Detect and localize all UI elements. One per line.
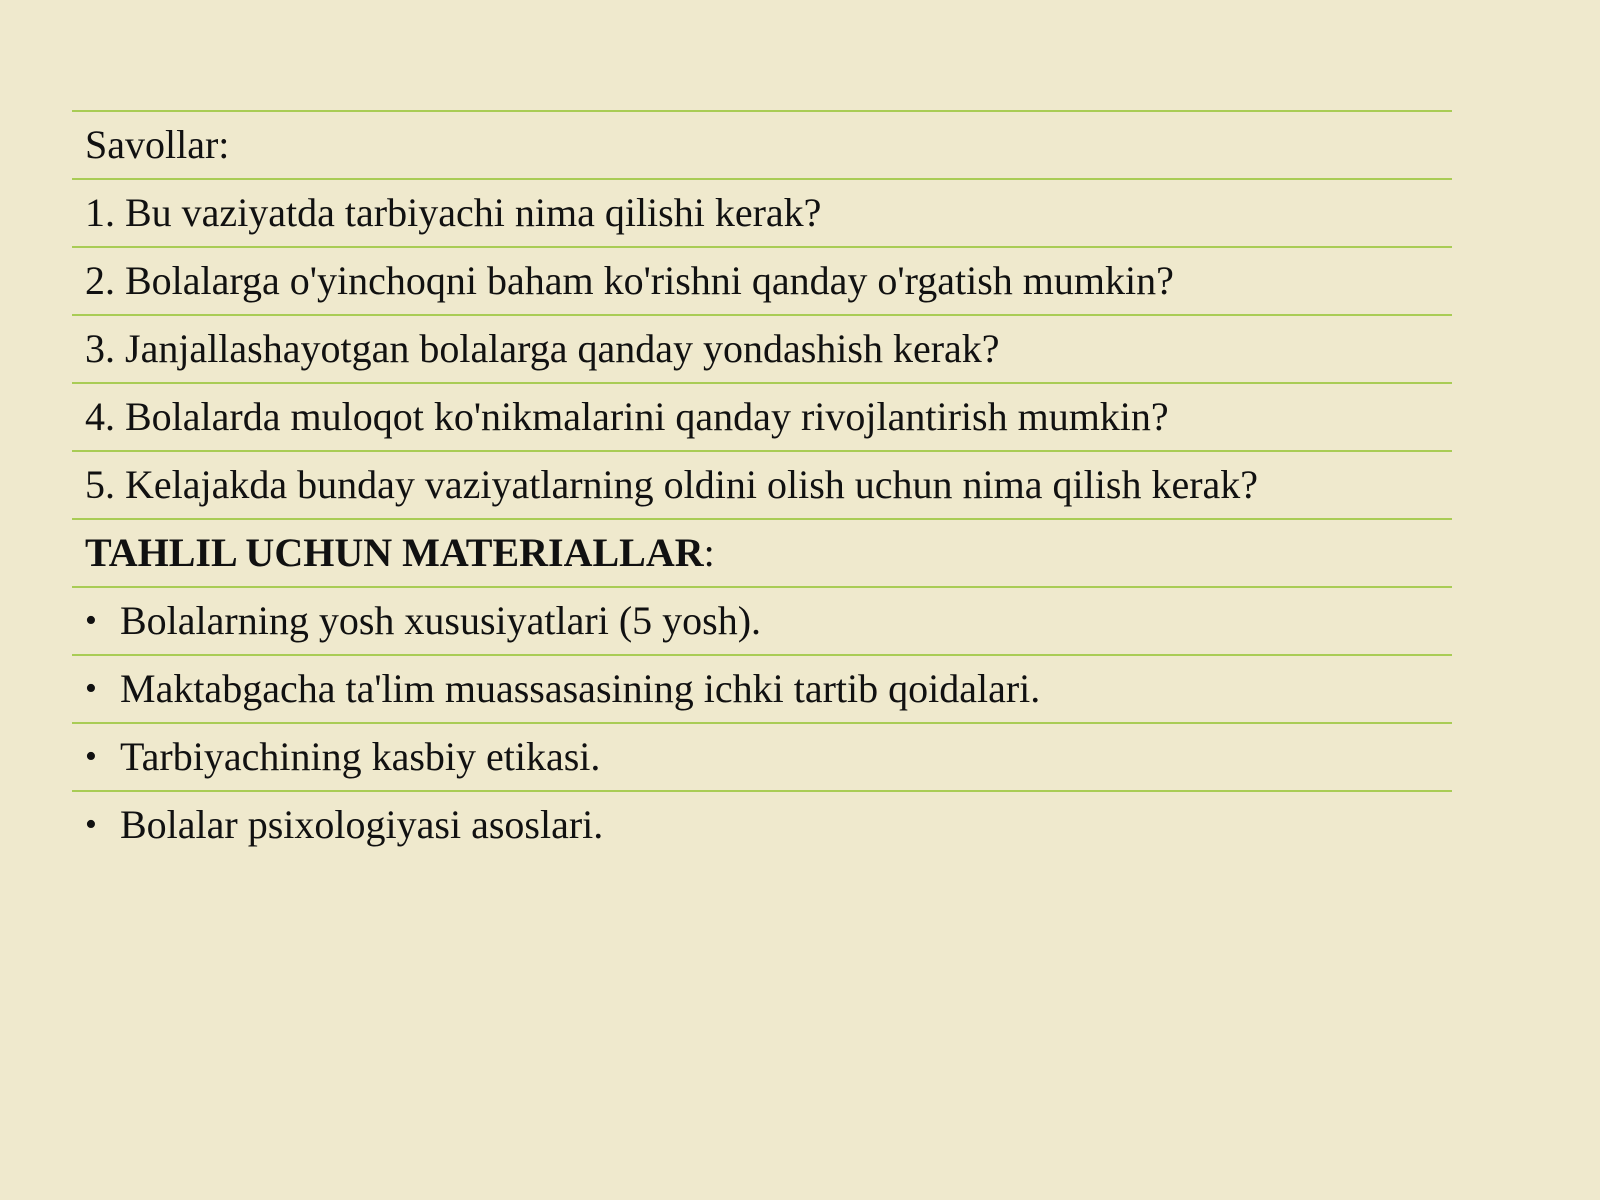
question-text: 5. Kelajakda bunday vaziyatlarning oldini olish uchun nima qilish kerak? (85, 462, 1259, 507)
bullet-icon: • (85, 670, 97, 707)
question-text: 3. Janjallashayotgan bolalarga qanday yondashish kerak? (85, 326, 1000, 371)
question-row-5 (72, 450, 1452, 518)
question-row-1 (72, 178, 1452, 246)
material-row-2 (72, 654, 1452, 722)
question-row-4 (72, 382, 1452, 450)
material-text: Bolalar psixologiyasi asoslari. (120, 802, 604, 847)
material-row-3 (72, 722, 1452, 790)
materials-heading: TAHLIL UCHUN MATERIALLAR (85, 530, 704, 575)
bullet-icon: • (85, 738, 97, 775)
material-text: Maktabgacha ta'lim muassasasining ichki tartib qoidalari. (120, 666, 1041, 711)
material-text: Tarbiyachining kasbiy etikasi. (120, 734, 601, 779)
questions-heading: Savollar: (85, 122, 230, 167)
question-text: 1. Bu vaziyatda tarbiyachi nima qilishi kerak? (85, 190, 822, 235)
question-text: 2. Bolalarga o'yinchoqni baham ko'rishni qanday o'rgatish mumkin? (85, 258, 1174, 303)
materials-heading-row (72, 518, 1452, 586)
bullet-icon: • (85, 806, 97, 843)
materials-heading-colon: : (703, 530, 715, 575)
content-table (72, 110, 1452, 858)
bullet-icon: • (85, 602, 97, 639)
material-row-1 (72, 586, 1452, 654)
questions-heading-row (72, 110, 1452, 178)
material-row-4 (72, 790, 1452, 858)
question-text: 4. Bolalarda muloqot ko'nikmalarini qanday rivojlantirish mumkin? (85, 394, 1169, 439)
question-row-2 (72, 246, 1452, 314)
question-row-3 (72, 314, 1452, 382)
material-text: Bolalarning yosh xususiyatlari (5 yosh). (120, 598, 762, 643)
